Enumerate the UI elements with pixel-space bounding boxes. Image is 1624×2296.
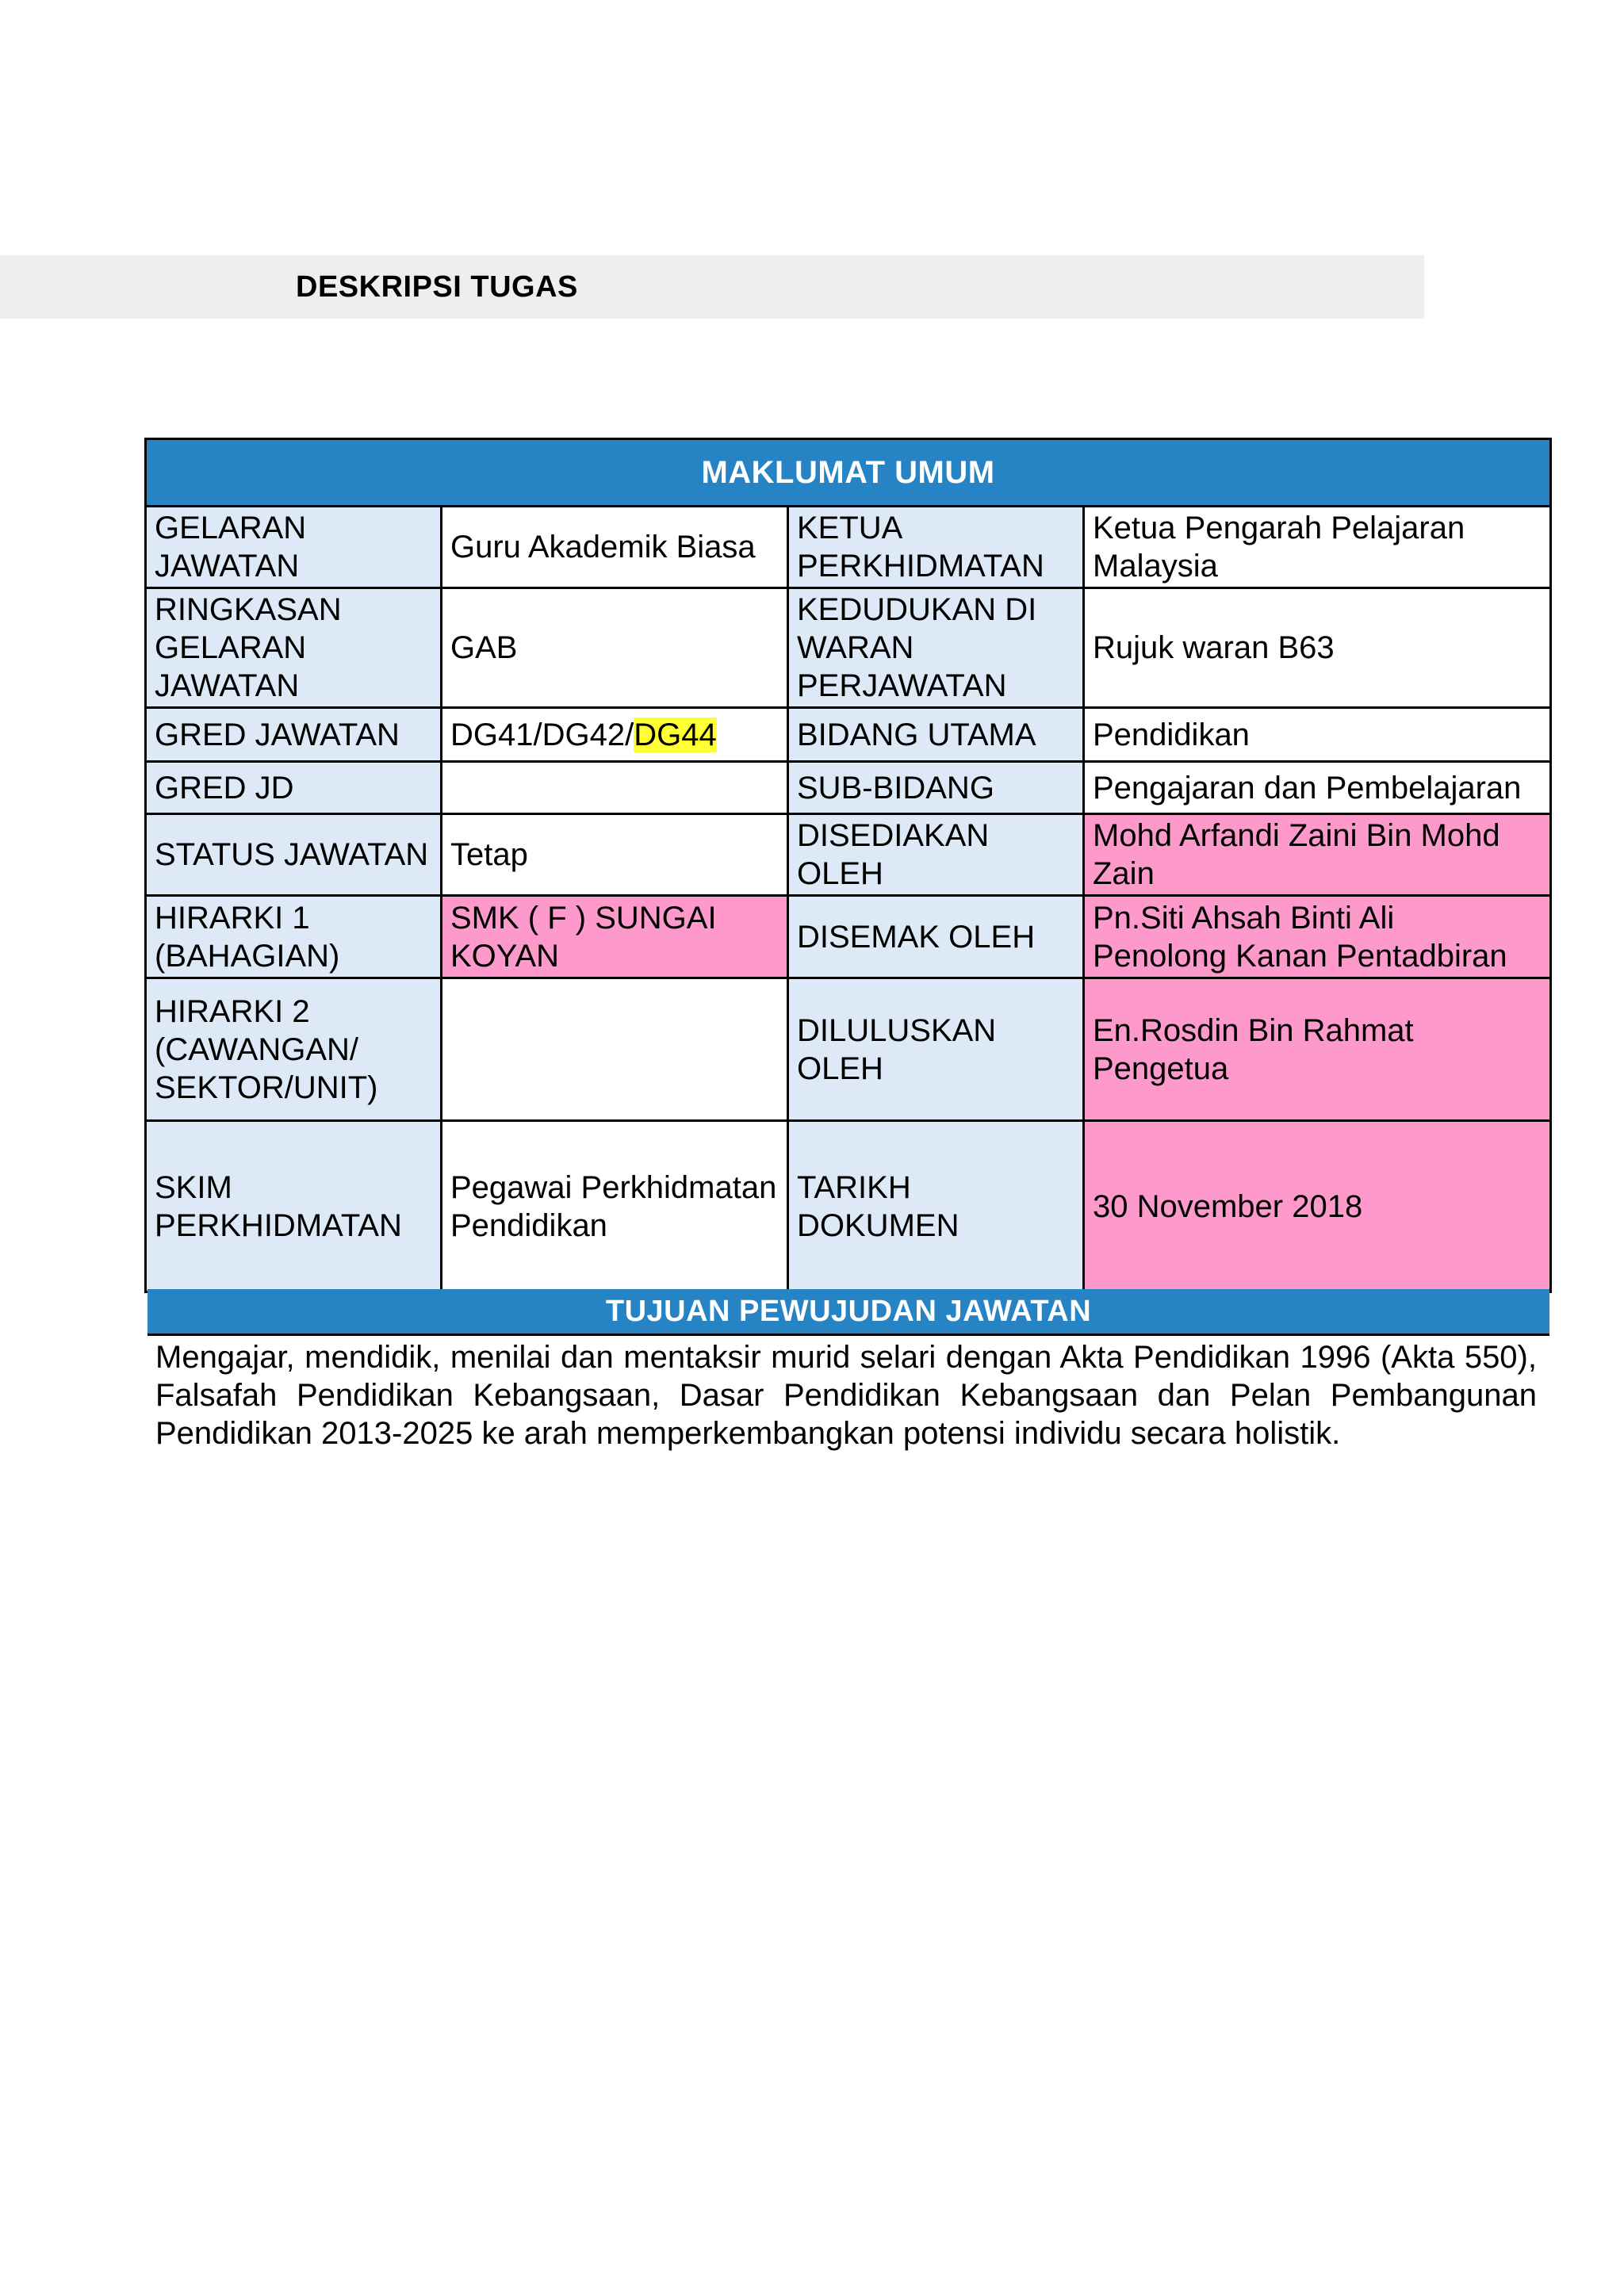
bidang-utama-label: BIDANG UTAMA (788, 708, 1084, 762)
sub-bidang-value: Pengajaran dan Pembelajaran (1084, 762, 1551, 814)
diluluskan-oleh-label: DILULUSKAN OLEH (788, 978, 1084, 1121)
tarikh-dokumen-label: TARIKH DOKUMEN (788, 1121, 1084, 1292)
ketua-perkhidmatan-label: KETUA PERKHIDMATAN (788, 507, 1084, 588)
hirarki-1-label: HIRARKI 1 (BAHAGIAN) (146, 896, 442, 978)
document-title: DESKRIPSI TUGAS (296, 270, 578, 304)
disemak-oleh-value (1084, 896, 1551, 978)
tujuan-text: Mengajar, mendidik, menilai dan mentaksir murid selari dengan Akta Pendidikan 1996 (Akta 550), Falsafah Pendidikan Kebangsaan, Dasar Pendidikan Kebangsaan dan Pelan Pembangunan Pendidikan 2013-2025 ke arah memperkembangkan potensi individu secara holistik. (155, 1340, 1537, 1451)
hirarki-2-label: HIRARKI 2 (CAWANGAN/ SEKTOR/UNIT) (146, 978, 442, 1121)
ringkasan-gelaran-label: RINGKASAN GELARAN JAWATAN (146, 588, 442, 708)
skim-perkhidmatan-label: SKIM PERKHIDMATAN (146, 1121, 442, 1292)
gred-jawatan-label: GRED JAWATAN (146, 708, 442, 762)
diluluskan-oleh-role: Pengetua (1093, 1050, 1229, 1086)
gelaran-jawatan-label: GELARAN JAWATAN (146, 507, 442, 588)
diluluskan-oleh-name: En.Rosdin Bin Rahmat (1093, 1012, 1414, 1048)
disemak-oleh-role: Penolong Kanan Pentadbiran (1093, 938, 1507, 974)
maklumat-umum-table (144, 438, 1552, 1293)
gred-jawatan-plain: DG41/DG42/ (450, 717, 634, 752)
disemak-oleh-label: DISEMAK OLEH (788, 896, 1084, 978)
gred-jd-label: GRED JD (146, 762, 442, 814)
hirarki-2-value (442, 978, 788, 1121)
maklumat-umum-heading: MAKLUMAT UMUM (146, 439, 1551, 507)
tarikh-dokumen-value: 30 November 2018 (1084, 1121, 1551, 1292)
kedudukan-waran-label: KEDUDUKAN DI WARAN PERJAWATAN (788, 588, 1084, 708)
kedudukan-waran-value: Rujuk waran B63 (1084, 588, 1551, 708)
disediakan-oleh-value: Mohd Arfandi Zaini Bin Mohd Zain (1084, 814, 1551, 896)
header-bar (0, 255, 1424, 319)
status-jawatan-value: Tetap (442, 814, 788, 896)
ketua-perkhidmatan-value: Ketua Pengarah Pelajaran Malaysia (1084, 507, 1551, 588)
disemak-oleh-name: Pn.Siti Ahsah Binti Ali (1093, 900, 1395, 936)
gred-jawatan-highlight: DG44 (634, 717, 717, 752)
status-jawatan-label: STATUS JAWATAN (146, 814, 442, 896)
tujuan-heading: TUJUAN PEWUJUDAN JAWATAN (147, 1289, 1549, 1336)
skim-perkhidmatan-value: Pegawai Perkhidmatan Pendidikan (442, 1121, 788, 1292)
disediakan-oleh-label: DISEDIAKAN OLEH (788, 814, 1084, 896)
diluluskan-oleh-value (1084, 978, 1551, 1121)
bidang-utama-value: Pendidikan (1084, 708, 1551, 762)
hirarki-1-value: SMK ( F ) SUNGAI KOYAN (442, 896, 788, 978)
gred-jd-value (442, 762, 788, 814)
gred-jawatan-value (442, 708, 788, 762)
gelaran-jawatan-value: Guru Akademik Biasa (442, 507, 788, 588)
ringkasan-gelaran-value: GAB (442, 588, 788, 708)
sub-bidang-label: SUB-BIDANG (788, 762, 1084, 814)
